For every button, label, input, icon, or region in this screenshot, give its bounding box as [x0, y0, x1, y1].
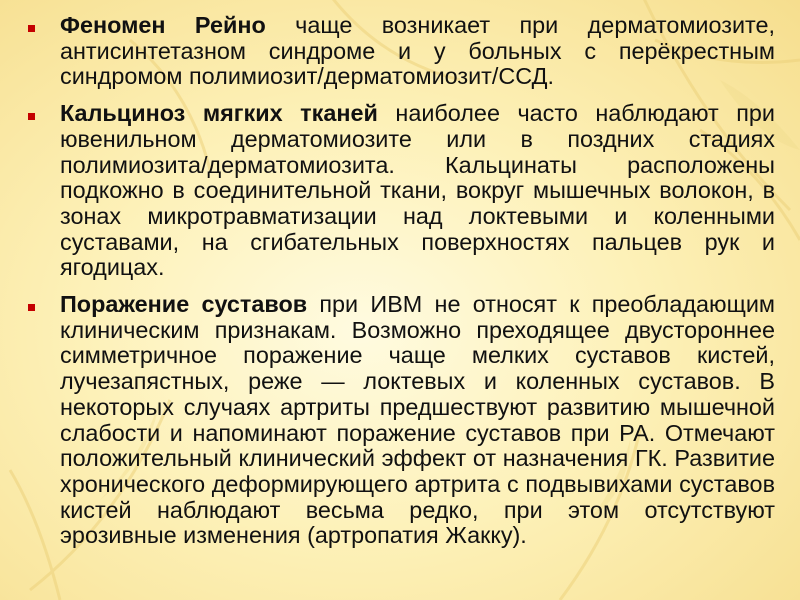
- bullet-body: при ИВМ не относят к преобладающим клиническим признакам. Возможно преходящее двустороннее симметричное поражение чаще мелких суставов кистей, лучезапястных, реже — локтевых и коленных суставов. В некоторых случаях артриты предшествуют развитию мышечной слабости и напоминают поражение суставов при РА. Отмечают положительный клинический эффект от назначения ГК. Развитие хронического деформирующего артрита с подвывихами суставов кистей наблюдают весьма редко, при этом отсутствуют эрозивные изменения (артропатия Жакку).: [60, 291, 775, 549]
- bullet-list: [22, 13, 775, 560]
- bullet-paragraph: [60, 292, 775, 549]
- bullet-body: чаще возникает при дерматомиозите, антисинтетазном синдроме и у больных с перёкрестным синдромом полимиозит/дерматомиозит/ССД.: [60, 12, 775, 90]
- square-bullet-icon: [28, 304, 35, 311]
- bullet-item-raynaud: [22, 13, 775, 90]
- bullet-paragraph: [60, 101, 775, 281]
- bullet-term: Феномен Рейно: [60, 12, 266, 38]
- bullet-term: Поражение суставов: [60, 291, 308, 318]
- square-bullet-icon: [28, 25, 35, 32]
- bullet-paragraph: [60, 13, 775, 90]
- bullet-item-joints: [22, 292, 775, 549]
- square-bullet-icon: [28, 113, 35, 120]
- bullet-item-calcinosis: [22, 101, 775, 281]
- bullet-term: Кальциноз мягких тканей: [60, 100, 378, 127]
- bullet-body: наиболее часто наблюдают при ювенильном дерматомиозите или в поздних стадиях полимиозита/дерматомиозита. Кальцинаты расположены подкожно в соединительной ткани, вокруг мышечных волокон, в зонах микротравматизации над локтевыми и коленными суставами, на сгибательных поверхностях пальцев рук и ягодицах.: [60, 100, 775, 281]
